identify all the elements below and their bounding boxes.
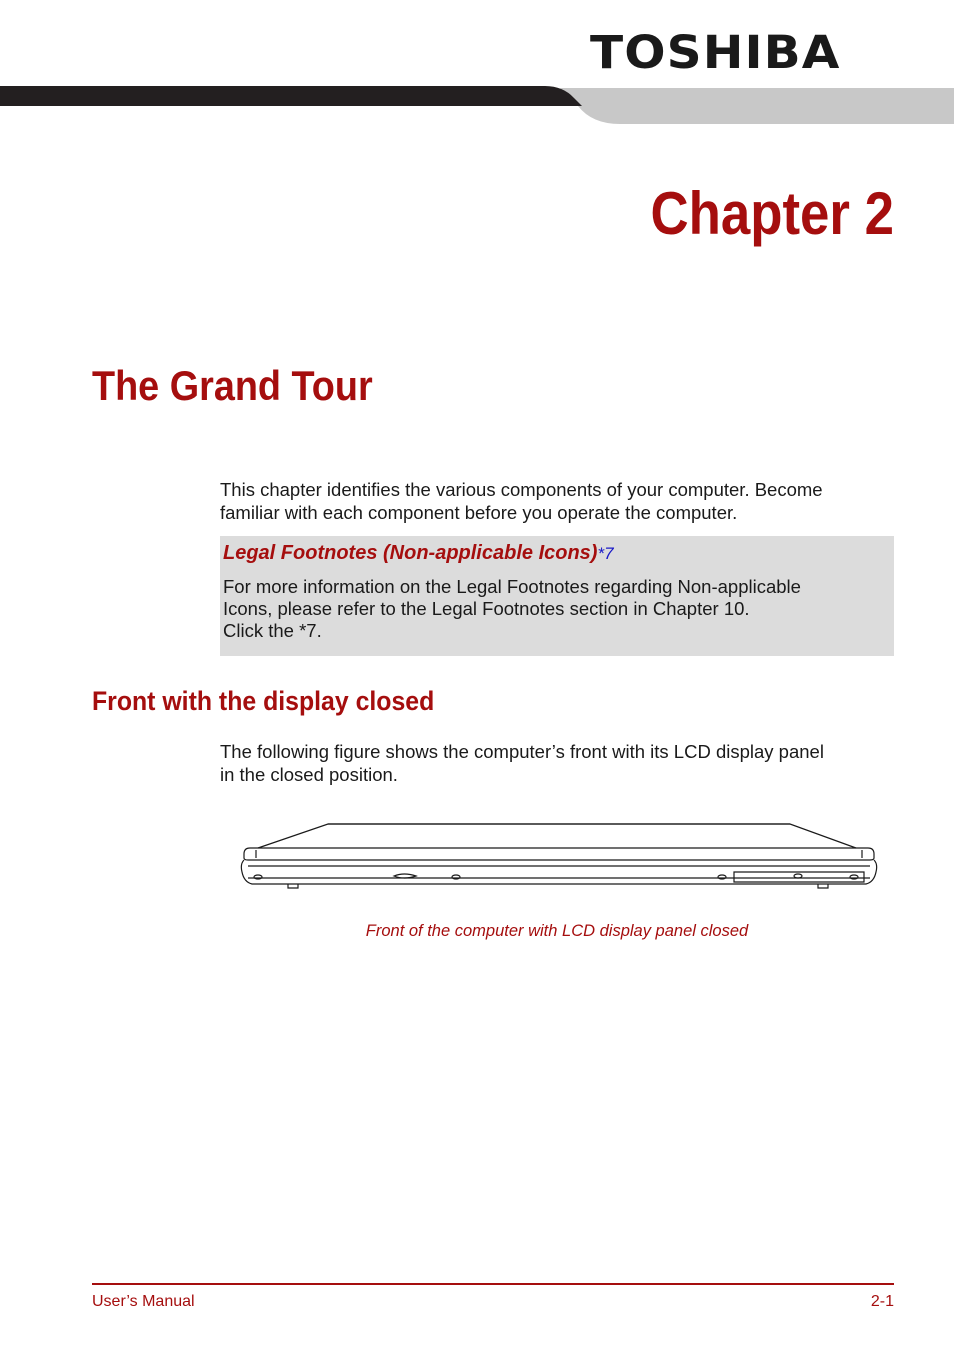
footnote-link[interactable]: *7	[597, 544, 614, 563]
chapter-number: Chapter 2	[650, 180, 894, 247]
laptop-front-illustration	[238, 818, 878, 894]
header-band	[0, 84, 954, 126]
note-body	[223, 576, 883, 642]
header-band-gray	[560, 88, 954, 124]
footer-manual-label: User’s Manual	[92, 1293, 195, 1310]
intro-line: This chapter identifies the various components of your computer. Become	[220, 479, 823, 500]
note-line: Click the *7.	[223, 620, 322, 641]
section-line: in the closed position.	[220, 764, 398, 785]
section-heading: Front with the display closed	[92, 686, 435, 716]
page-number: 2-1	[870, 1293, 894, 1310]
footer-divider	[92, 1283, 894, 1285]
section-line: The following figure shows the computer’s front with its LCD display panel	[220, 741, 824, 762]
intro-line: familiar with each component before you operate the computer.	[220, 502, 738, 523]
intro-paragraph	[220, 478, 900, 524]
note-line: Icons, please refer to the Legal Footnotes section in Chapter 10.	[223, 598, 750, 619]
section-paragraph	[220, 740, 900, 786]
toshiba-logo: TOSHIBA	[590, 26, 841, 79]
legal-footnote-box	[220, 536, 894, 656]
note-title	[223, 540, 614, 567]
chapter-title: The Grand Tour	[92, 362, 373, 409]
note-title-text: Legal Footnotes (Non-applicable Icons)	[223, 542, 598, 564]
figure-caption: Front of the computer with LCD display panel closed	[365, 922, 749, 940]
header-band-dark	[0, 86, 582, 106]
note-line: For more information on the Legal Footnotes regarding Non-applicable	[223, 576, 801, 597]
